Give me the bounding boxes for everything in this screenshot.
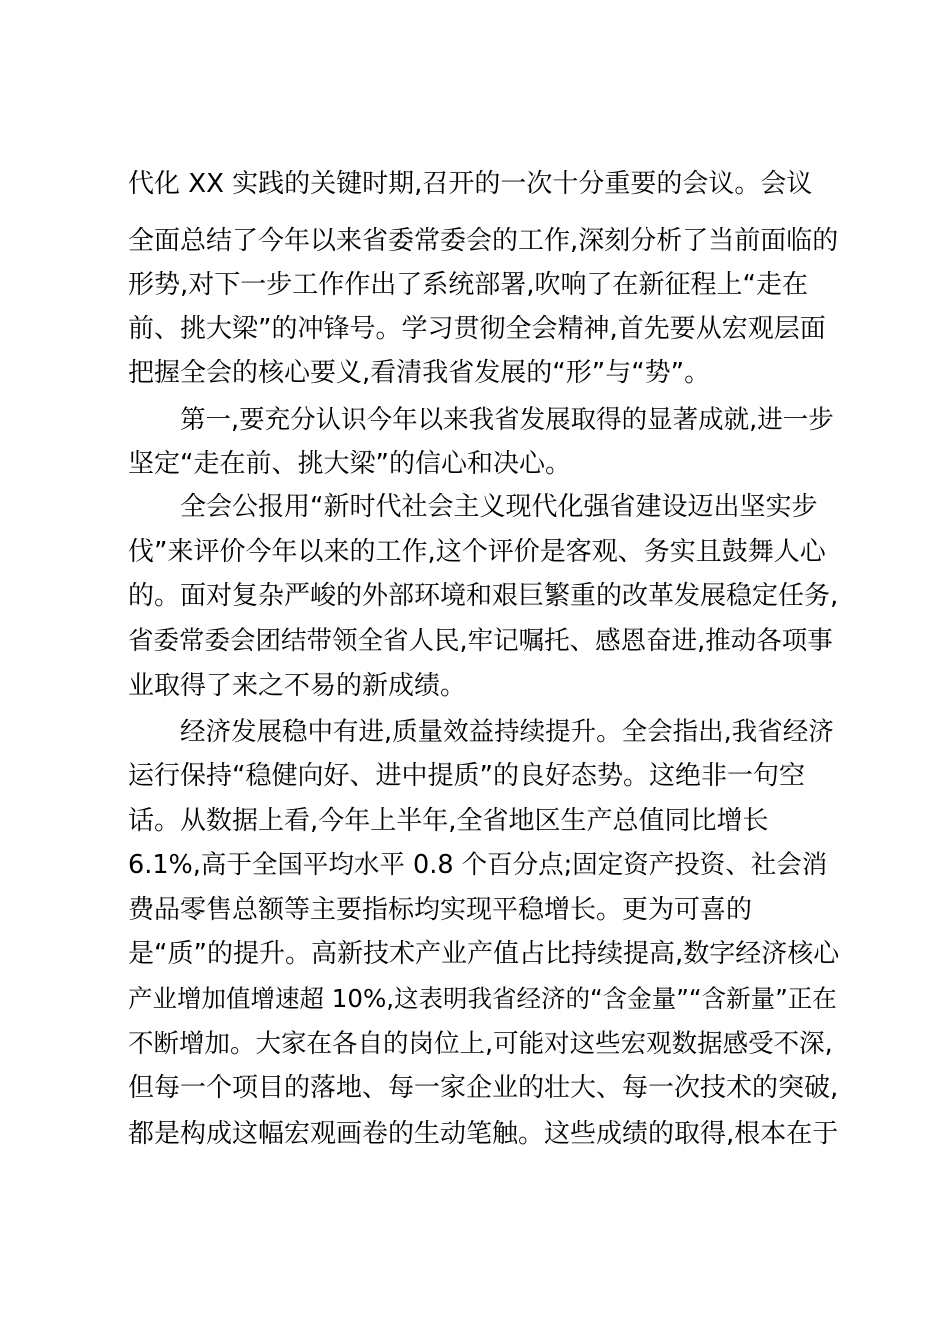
text-line: 不断增加。大家在各自的岗位上,可能对这些宏观数据感受不深, [128, 1029, 833, 1059]
text-line: 运行保持“稳健向好、进中提质”的良好态势。这绝非一句空 [128, 761, 805, 791]
text-line: 伐”来评价今年以来的工作,这个评价是客观、务实且鼓舞人心 [128, 537, 826, 567]
text-line: 代化 XX 实践的关键时期,召开的一次十分重要的会议。会议 [128, 169, 813, 199]
text-line: 业取得了来之不易的新成绩。 [128, 671, 467, 701]
text-line: 话。从数据上看,今年上半年,全省地区生产总值同比增长 [128, 806, 769, 836]
text-line: 形势,对下一步工作作出了系统部署,吹响了在新征程上“走在 [128, 270, 808, 300]
text-line: 第一,要充分认识今年以来我省发展取得的显著成就,进一步 [180, 405, 834, 435]
text-line: 产业增加值增速超 10%,这表明我省经济的“含金量”“含新量”正在 [128, 984, 837, 1013]
text-line: 全面总结了今年以来省委常委会的工作,深刻分析了当前面临的 [128, 226, 839, 256]
text-line: 费品零售总额等主要指标均实现平稳增长。更为可喜的 [128, 895, 753, 925]
text-line: 的。面对复杂严峻的外部环境和艰巨繁重的改革发展稳定任务, [128, 581, 839, 611]
text-line: 坚定“走在前、挑大梁”的信心和决心。 [128, 449, 571, 479]
text-line: 是“质”的提升。高新技术产业产值占比持续提高,数字经济核心 [128, 939, 840, 969]
text-line: 省委常委会团结带领全省人民,牢记嘱托、感恩奋进,推动各项事 [128, 626, 833, 656]
text-line: 经济发展稳中有进,质量效益持续提升。全会指出,我省经济 [180, 717, 834, 747]
text-line: 6.1%,高于全国平均水平 0.8 个百分点;固定资产投资、社会消 [128, 850, 828, 880]
text-line: 把握全会的核心要义,看清我省发展的“形”与“势”。 [128, 358, 711, 388]
text-line: 都是构成这幅宏观画卷的生动笔触。这些成绩的取得,根本在于 [128, 1119, 839, 1149]
text-line: 前、挑大梁”的冲锋号。学习贯彻全会精神,首先要从宏观层面 [128, 314, 826, 344]
text-line: 全会公报用“新时代社会主义现代化强省建设迈出坚实步 [180, 492, 818, 522]
text-line: 但每一个项目的落地、每一家企业的壮大、每一次技术的突破, [128, 1073, 839, 1103]
